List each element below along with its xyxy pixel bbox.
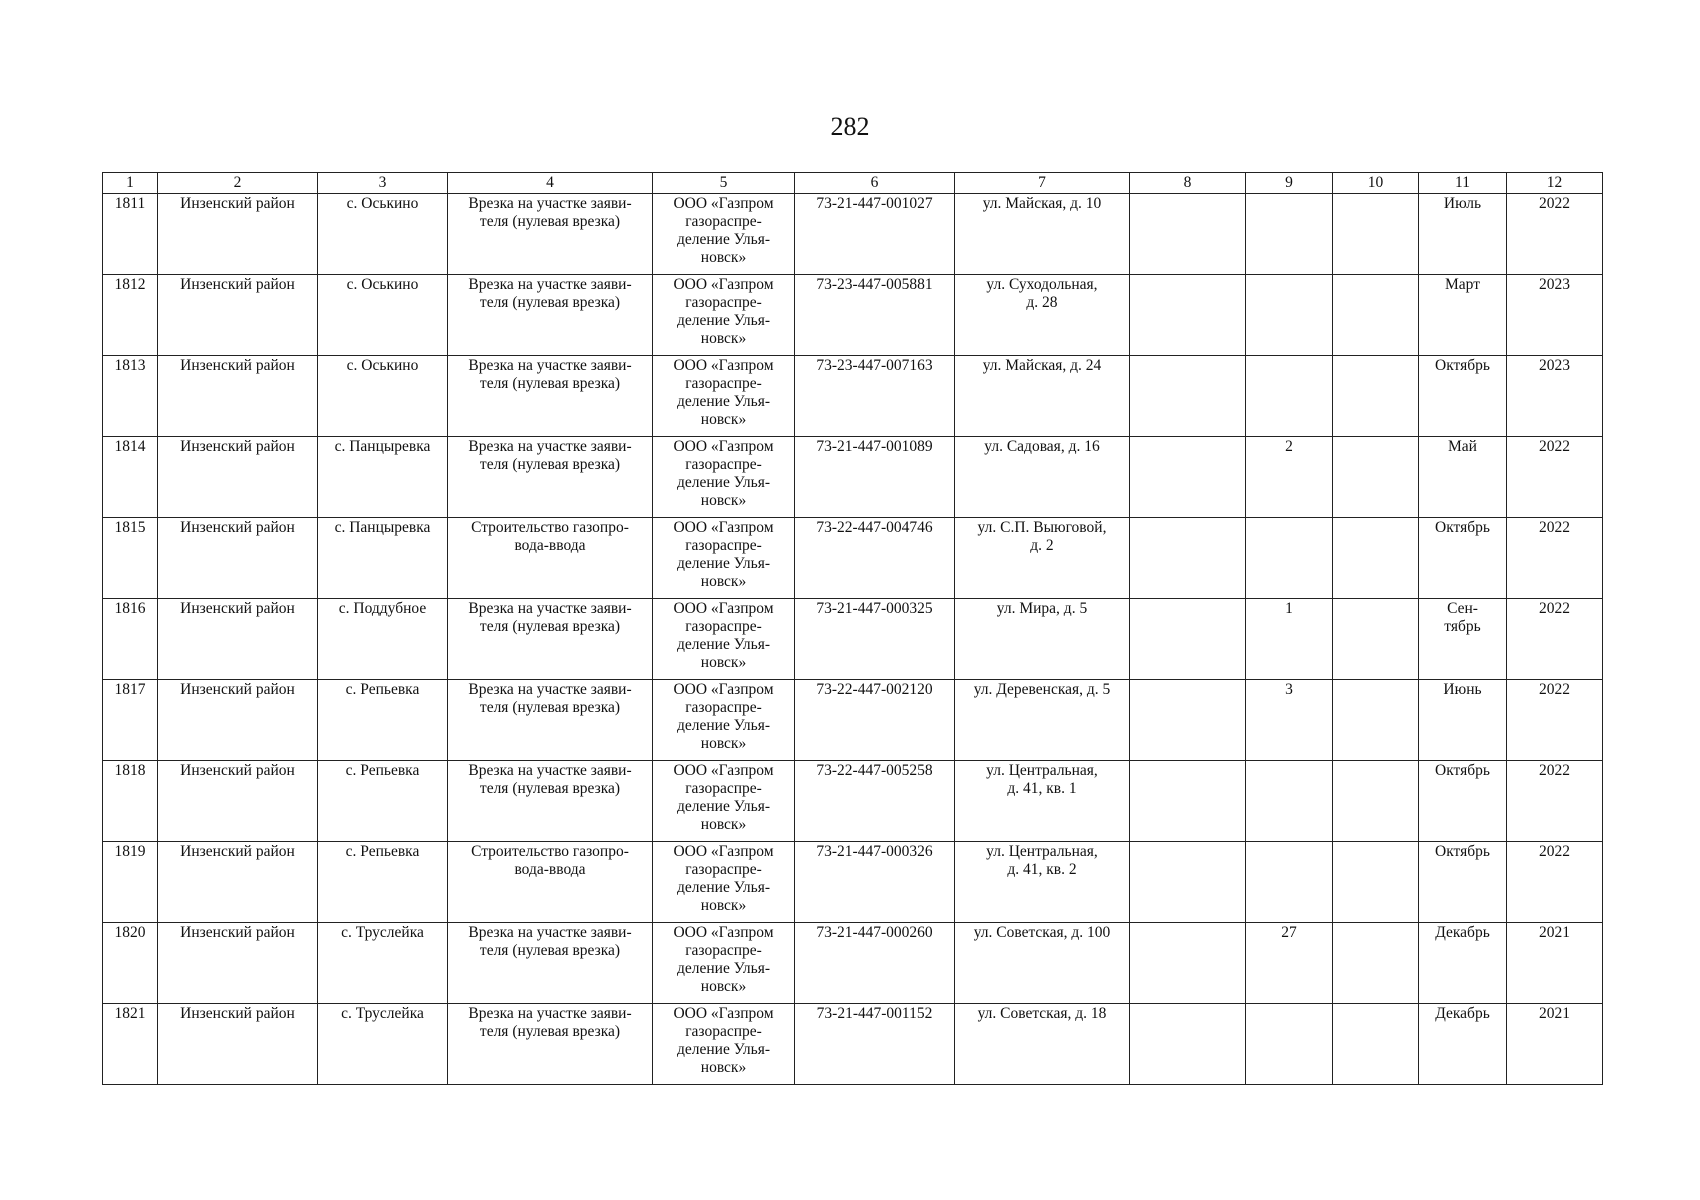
object-code-cell: 73-21-447-001027	[795, 194, 955, 275]
col9-cell	[1246, 356, 1333, 437]
column-header-8: 8	[1130, 173, 1246, 194]
column-header-10: 10	[1333, 173, 1419, 194]
col8-cell	[1130, 518, 1246, 599]
year-cell: 2022	[1507, 599, 1603, 680]
col8-cell	[1130, 761, 1246, 842]
object-code-cell: 73-21-447-001152	[795, 1004, 955, 1085]
column-header-3: 3	[318, 173, 448, 194]
address-cell: ул. С.П. Выюговой, д. 2	[955, 518, 1130, 599]
address-cell: ул. Суходольная, д. 28	[955, 275, 1130, 356]
settlement-cell: с. Репьевка	[318, 680, 448, 761]
row-number: 1816	[103, 599, 158, 680]
address-cell: ул. Центральная, д. 41, кв. 2	[955, 842, 1130, 923]
district-cell: Инзенский район	[158, 842, 318, 923]
year-cell: 2023	[1507, 356, 1603, 437]
work-type-cell: Строительство газопро- вода-ввода	[448, 518, 653, 599]
table-row	[103, 194, 1603, 275]
year-cell: 2021	[1507, 1004, 1603, 1085]
month-cell: Октябрь	[1419, 761, 1507, 842]
table-row	[103, 599, 1603, 680]
column-header-6: 6	[795, 173, 955, 194]
col9-cell: 27	[1246, 923, 1333, 1004]
organization-cell: ООО «Газпром газораспре- деление Улья- новск»	[653, 275, 795, 356]
work-type-cell: Врезка на участке заяви- теля (нулевая врезка)	[448, 1004, 653, 1085]
col10-cell	[1333, 518, 1419, 599]
settlement-cell: с. Панцыревка	[318, 518, 448, 599]
col9-cell	[1246, 518, 1333, 599]
col10-cell	[1333, 680, 1419, 761]
year-cell: 2022	[1507, 680, 1603, 761]
month-cell: Октябрь	[1419, 518, 1507, 599]
table-row	[103, 842, 1603, 923]
col10-cell	[1333, 437, 1419, 518]
work-type-cell: Врезка на участке заяви- теля (нулевая врезка)	[448, 599, 653, 680]
organization-cell: ООО «Газпром газораспре- деление Улья- новск»	[653, 923, 795, 1004]
settlement-cell: с. Труслейка	[318, 1004, 448, 1085]
organization-cell: ООО «Газпром газораспре- деление Улья- новск»	[653, 437, 795, 518]
col10-cell	[1333, 356, 1419, 437]
table-row	[103, 437, 1603, 518]
district-cell: Инзенский район	[158, 437, 318, 518]
table-row	[103, 275, 1603, 356]
row-number: 1820	[103, 923, 158, 1004]
work-type-cell: Врезка на участке заяви- теля (нулевая врезка)	[448, 437, 653, 518]
address-cell: ул. Мира, д. 5	[955, 599, 1130, 680]
col10-cell	[1333, 761, 1419, 842]
row-number: 1812	[103, 275, 158, 356]
row-number: 1813	[103, 356, 158, 437]
col8-cell	[1130, 194, 1246, 275]
gas-connection-table	[102, 172, 1603, 1085]
object-code-cell: 73-21-447-000326	[795, 842, 955, 923]
district-cell: Инзенский район	[158, 275, 318, 356]
col8-cell	[1130, 599, 1246, 680]
district-cell: Инзенский район	[158, 923, 318, 1004]
year-cell: 2022	[1507, 437, 1603, 518]
col8-cell	[1130, 437, 1246, 518]
row-number: 1818	[103, 761, 158, 842]
district-cell: Инзенский район	[158, 1004, 318, 1085]
address-cell: ул. Майская, д. 10	[955, 194, 1130, 275]
work-type-cell: Врезка на участке заяви- теля (нулевая врезка)	[448, 356, 653, 437]
month-cell: Октябрь	[1419, 842, 1507, 923]
col9-cell: 2	[1246, 437, 1333, 518]
year-cell: 2021	[1507, 923, 1603, 1004]
column-header-12: 12	[1507, 173, 1603, 194]
organization-cell: ООО «Газпром газораспре- деление Улья- новск»	[653, 194, 795, 275]
settlement-cell: с. Оськино	[318, 275, 448, 356]
col9-cell	[1246, 761, 1333, 842]
organization-cell: ООО «Газпром газораспре- деление Улья- новск»	[653, 518, 795, 599]
settlement-cell: с. Панцыревка	[318, 437, 448, 518]
district-cell: Инзенский район	[158, 761, 318, 842]
column-header-5: 5	[653, 173, 795, 194]
col10-cell	[1333, 275, 1419, 356]
col8-cell	[1130, 275, 1246, 356]
month-cell: Май	[1419, 437, 1507, 518]
year-cell: 2022	[1507, 194, 1603, 275]
col10-cell	[1333, 1004, 1419, 1085]
object-code-cell: 73-23-447-005881	[795, 275, 955, 356]
organization-cell: ООО «Газпром газораспре- деление Улья- новск»	[653, 1004, 795, 1085]
district-cell: Инзенский район	[158, 194, 318, 275]
column-header-4: 4	[448, 173, 653, 194]
col10-cell	[1333, 194, 1419, 275]
organization-cell: ООО «Газпром газораспре- деление Улья- новск»	[653, 842, 795, 923]
col10-cell	[1333, 842, 1419, 923]
col9-cell: 1	[1246, 599, 1333, 680]
table-row	[103, 518, 1603, 599]
year-cell: 2023	[1507, 275, 1603, 356]
column-header-11: 11	[1419, 173, 1507, 194]
work-type-cell: Врезка на участке заяви- теля (нулевая врезка)	[448, 680, 653, 761]
address-cell: ул. Центральная, д. 41, кв. 1	[955, 761, 1130, 842]
table-row	[103, 923, 1603, 1004]
year-cell: 2022	[1507, 518, 1603, 599]
settlement-cell: с. Поддубное	[318, 599, 448, 680]
organization-cell: ООО «Газпром газораспре- деление Улья- новск»	[653, 761, 795, 842]
settlement-cell: с. Репьевка	[318, 842, 448, 923]
col9-cell	[1246, 1004, 1333, 1085]
page-number: 282	[830, 112, 870, 141]
organization-cell: ООО «Газпром газораспре- деление Улья- новск»	[653, 599, 795, 680]
address-cell: ул. Советская, д. 18	[955, 1004, 1130, 1085]
address-cell: ул. Советская, д. 100	[955, 923, 1130, 1004]
month-cell: Сен- тябрь	[1419, 599, 1507, 680]
row-number: 1814	[103, 437, 158, 518]
column-number-row	[103, 173, 1603, 194]
col9-cell	[1246, 194, 1333, 275]
column-header-2: 2	[158, 173, 318, 194]
work-type-cell: Врезка на участке заяви- теля (нулевая врезка)	[448, 761, 653, 842]
year-cell: 2022	[1507, 842, 1603, 923]
object-code-cell: 73-23-447-007163	[795, 356, 955, 437]
object-code-cell: 73-22-447-005258	[795, 761, 955, 842]
row-number: 1819	[103, 842, 158, 923]
district-cell: Инзенский район	[158, 599, 318, 680]
col9-cell	[1246, 275, 1333, 356]
month-cell: Декабрь	[1419, 1004, 1507, 1085]
row-number: 1817	[103, 680, 158, 761]
district-cell: Инзенский район	[158, 356, 318, 437]
month-cell: Март	[1419, 275, 1507, 356]
column-header-9: 9	[1246, 173, 1333, 194]
col9-cell: 3	[1246, 680, 1333, 761]
organization-cell: ООО «Газпром газораспре- деление Улья- новск»	[653, 680, 795, 761]
district-cell: Инзенский район	[158, 518, 318, 599]
object-code-cell: 73-22-447-004746	[795, 518, 955, 599]
settlement-cell: с. Труслейка	[318, 923, 448, 1004]
address-cell: ул. Садовая, д. 16	[955, 437, 1130, 518]
month-cell: Декабрь	[1419, 923, 1507, 1004]
organization-cell: ООО «Газпром газораспре- деление Улья- новск»	[653, 356, 795, 437]
district-cell: Инзенский район	[158, 680, 318, 761]
work-type-cell: Врезка на участке заяви- теля (нулевая врезка)	[448, 194, 653, 275]
col10-cell	[1333, 923, 1419, 1004]
work-type-cell: Врезка на участке заяви- теля (нулевая врезка)	[448, 275, 653, 356]
month-cell: Октябрь	[1419, 356, 1507, 437]
col8-cell	[1130, 923, 1246, 1004]
object-code-cell: 73-21-447-001089	[795, 437, 955, 518]
column-header-7: 7	[955, 173, 1130, 194]
col8-cell	[1130, 680, 1246, 761]
col8-cell	[1130, 356, 1246, 437]
month-cell: Июль	[1419, 194, 1507, 275]
table-row	[103, 356, 1603, 437]
settlement-cell: с. Репьевка	[318, 761, 448, 842]
row-number: 1811	[103, 194, 158, 275]
month-cell: Июнь	[1419, 680, 1507, 761]
column-header-1: 1	[103, 173, 158, 194]
col8-cell	[1130, 842, 1246, 923]
work-type-cell: Врезка на участке заяви- теля (нулевая врезка)	[448, 923, 653, 1004]
object-code-cell: 73-21-447-000325	[795, 599, 955, 680]
col10-cell	[1333, 599, 1419, 680]
object-code-cell: 73-22-447-002120	[795, 680, 955, 761]
table-row	[103, 680, 1603, 761]
row-number: 1821	[103, 1004, 158, 1085]
col9-cell	[1246, 842, 1333, 923]
address-cell: ул. Деревенская, д. 5	[955, 680, 1130, 761]
address-cell: ул. Майская, д. 24	[955, 356, 1130, 437]
settlement-cell: с. Оськино	[318, 356, 448, 437]
work-type-cell: Строительство газопро- вода-ввода	[448, 842, 653, 923]
settlement-cell: с. Оськино	[318, 194, 448, 275]
row-number: 1815	[103, 518, 158, 599]
table-row	[103, 1004, 1603, 1085]
object-code-cell: 73-21-447-000260	[795, 923, 955, 1004]
table-row	[103, 761, 1603, 842]
col8-cell	[1130, 1004, 1246, 1085]
year-cell: 2022	[1507, 761, 1603, 842]
